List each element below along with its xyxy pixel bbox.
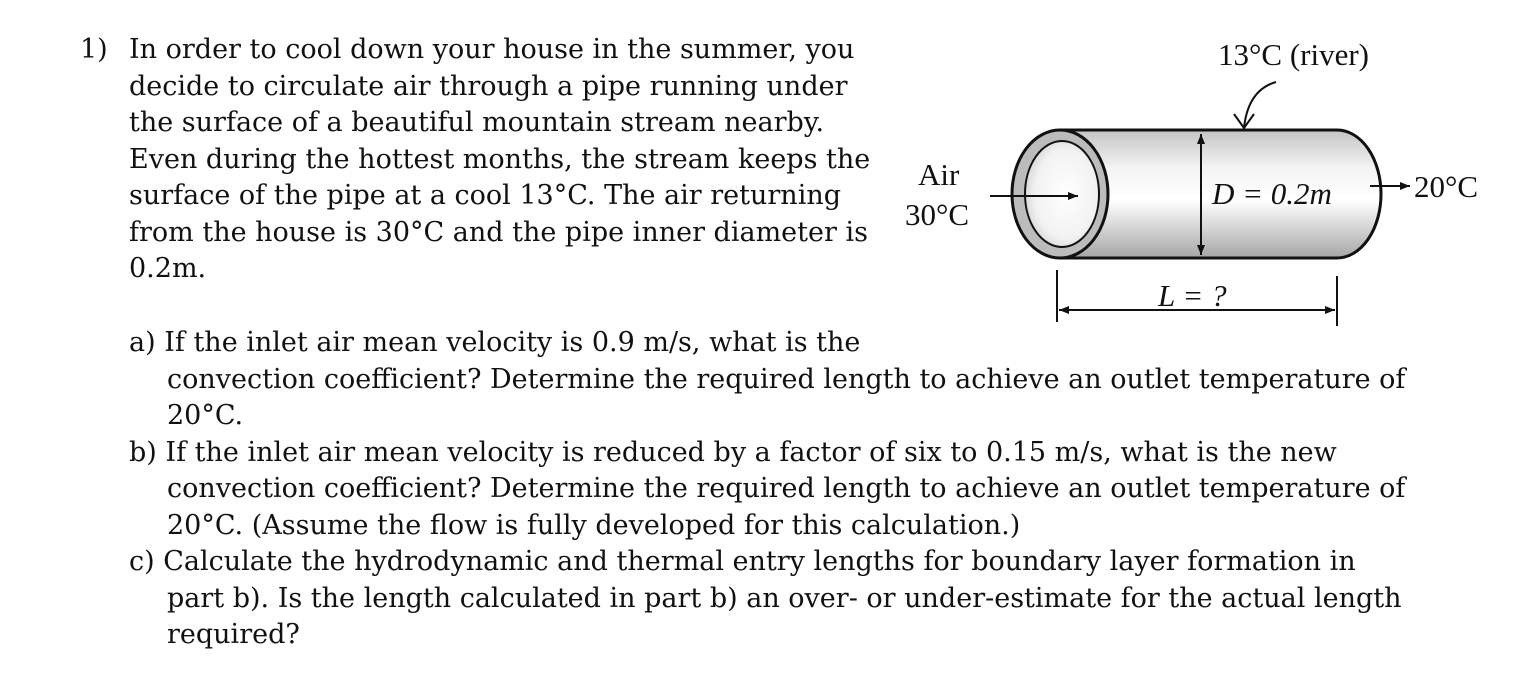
river-temp-label: 13°C (river) [1218,37,1369,72]
problem-line: from the house is 30°C and the pipe inner diameter is [129,216,868,248]
part-line: 20°C. [167,400,244,431]
length-label: L = ? [1158,278,1227,313]
problem-line: decide to circulate air through a pipe running under [129,70,848,102]
diameter-label: D = 0.2m [1212,176,1332,211]
part-line: 20°C. (Assume the flow is fully developed for this calculation.) [167,509,1021,541]
pipe-inlet-opening [1025,141,1099,247]
air-label: Air [918,157,960,192]
part-line: part b). Is the length calculated in part b) an over- or under-estimate for the actual length [167,582,1402,614]
problem-line: 0.2m. [129,253,207,284]
part-line: convection coefficient? Determine the required length to achieve an outlet temperature of [167,473,1406,504]
part-line: a) If the inlet air mean velocity is 0.9 m/s, what is the [129,327,861,358]
part-b [129,435,1405,545]
outlet-temp-label: 20°C [1414,169,1479,204]
problem-line: the surface of a beautiful mountain stream nearby. [129,107,825,138]
part-line: b) If the inlet air mean velocity is reduced by a factor of six to 0.15 m/s, what is the new [129,436,1337,468]
problem-number: 1) [80,34,108,65]
part-line: c) Calculate the hydrodynamic and thermal entry lengths for boundary layer formation in [129,546,1356,577]
part-c [129,544,1405,654]
problem-line: surface of the pipe at a cool 13°C. The air returning [129,180,842,211]
inlet-temp-label: 30°C [905,197,970,232]
part-line: convection coefficient? Determine the required length to achieve an outlet temperature of [167,363,1406,395]
part-line: required? [167,619,300,650]
problem-line: Even during the hottest months, the stream keeps the [129,143,871,175]
part-a [129,325,1405,435]
problem-line: In order to cool down your house in the summer, you [129,34,855,65]
sub-questions [129,325,1405,654]
